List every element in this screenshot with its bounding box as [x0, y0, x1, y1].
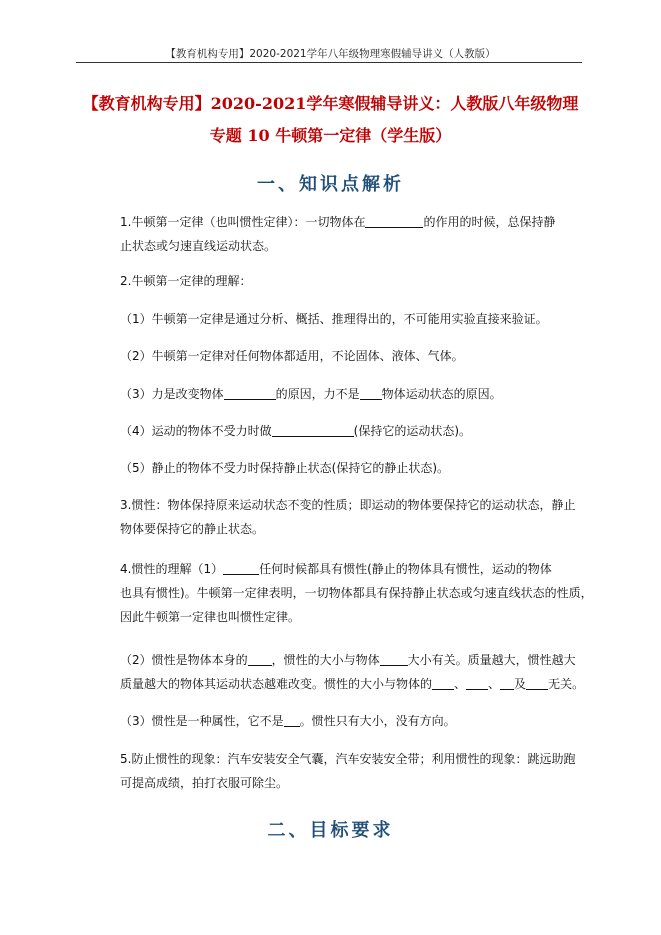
- paragraph-10-line-1: （2）惯性是物体本身的 ，惯性的大小与物体 大小有关。质量越大，惯性越大: [120, 653, 576, 667]
- blank: [365, 213, 423, 228]
- paragraph-3: （1）牛顿第一定律是通过分析、概括、推理得出的，不可能用实验直接来验证。: [120, 312, 548, 326]
- blank: [360, 385, 382, 400]
- blank: [223, 560, 259, 575]
- paragraph-1-line-2: 止状态或匀速直线运动状态。: [120, 239, 277, 253]
- paragraph-12-line-2: 可提高成绩，拍打衣服可除尘。: [120, 776, 289, 790]
- document-subtitle: 专题 10 牛顿第一定律（学生版）: [209, 126, 452, 145]
- paragraph-6: （4）运动的物体不受力时做 (保持它的运动状态)。: [120, 424, 472, 438]
- paragraph-2: 2.牛顿第一定律的理解：: [120, 274, 252, 288]
- blank: [380, 651, 408, 666]
- section-heading-knowledge: 一、知识点解析: [257, 174, 404, 195]
- paragraph-4: （2）牛顿第一定律对任何物体都适用，不论固体、液体、气体。: [120, 349, 464, 363]
- blank: [224, 385, 276, 400]
- page-header: [0, 0, 661, 65]
- header-text: 【教育机构专用】2020-2021学年八年级物理寒假辅导讲义（人教版）: [165, 48, 496, 60]
- blank: [526, 675, 548, 690]
- header-rule: [76, 62, 582, 63]
- paragraph-5: （3）力是改变物体 的原因，力不是 物体运动状态的原因。: [120, 387, 502, 401]
- blank: [248, 651, 272, 666]
- blank: [432, 675, 454, 690]
- paragraph-1-line-1: 1.牛顿第一定律（也叫惯性定律）：一切物体在 的作用的时候，总保持静: [120, 215, 556, 229]
- blank: [284, 712, 300, 727]
- section-heading-goals: 二、目标要求: [267, 820, 394, 841]
- paragraph-10-line-2: 质量越大的物体其运动状态越难改变。惯性的大小与物体的 、 、 及 无关。: [120, 677, 585, 691]
- paragraph-9-line-2: 也具有惯性)。牛顿第一定律表明，一切物体都具有保持静止状态或匀速直线状态的性质，: [120, 586, 593, 600]
- paragraph-9-line-1: 4.惯性的理解（1） 任何时候都具有惯性(静止的物体具有惯性，运动的物体: [120, 562, 552, 576]
- blank: [466, 675, 488, 690]
- document-title: 【教育机构专用】2020-2021学年寒假辅导讲义：人教版八年级物理: [82, 94, 579, 113]
- blank: [500, 675, 514, 690]
- paragraph-9-line-3: 因此牛顿第一定律也叫惯性定律。: [120, 610, 301, 624]
- paragraph-11: （3）惯性是一种属性，它不是 。惯性只有大小，没有方向。: [120, 714, 456, 728]
- paragraph-8-line-1: 3.惯性：物体保持原来运动状态不变的性质；即运动的物体要保持它的运动状态，静止: [120, 498, 576, 512]
- paragraph-8-line-2: 物体要保持它的静止状态。: [120, 522, 265, 536]
- paragraph-12-line-1: 5.防止惯性的现象：汽车安装安全气囊，汽车安装安全带；利用惯性的现象：跳远助跑: [120, 752, 576, 766]
- paragraph-7: （5）静止的物体不受力时保持静止状态(保持它的静止状态)。: [120, 461, 450, 475]
- blank: [272, 422, 354, 437]
